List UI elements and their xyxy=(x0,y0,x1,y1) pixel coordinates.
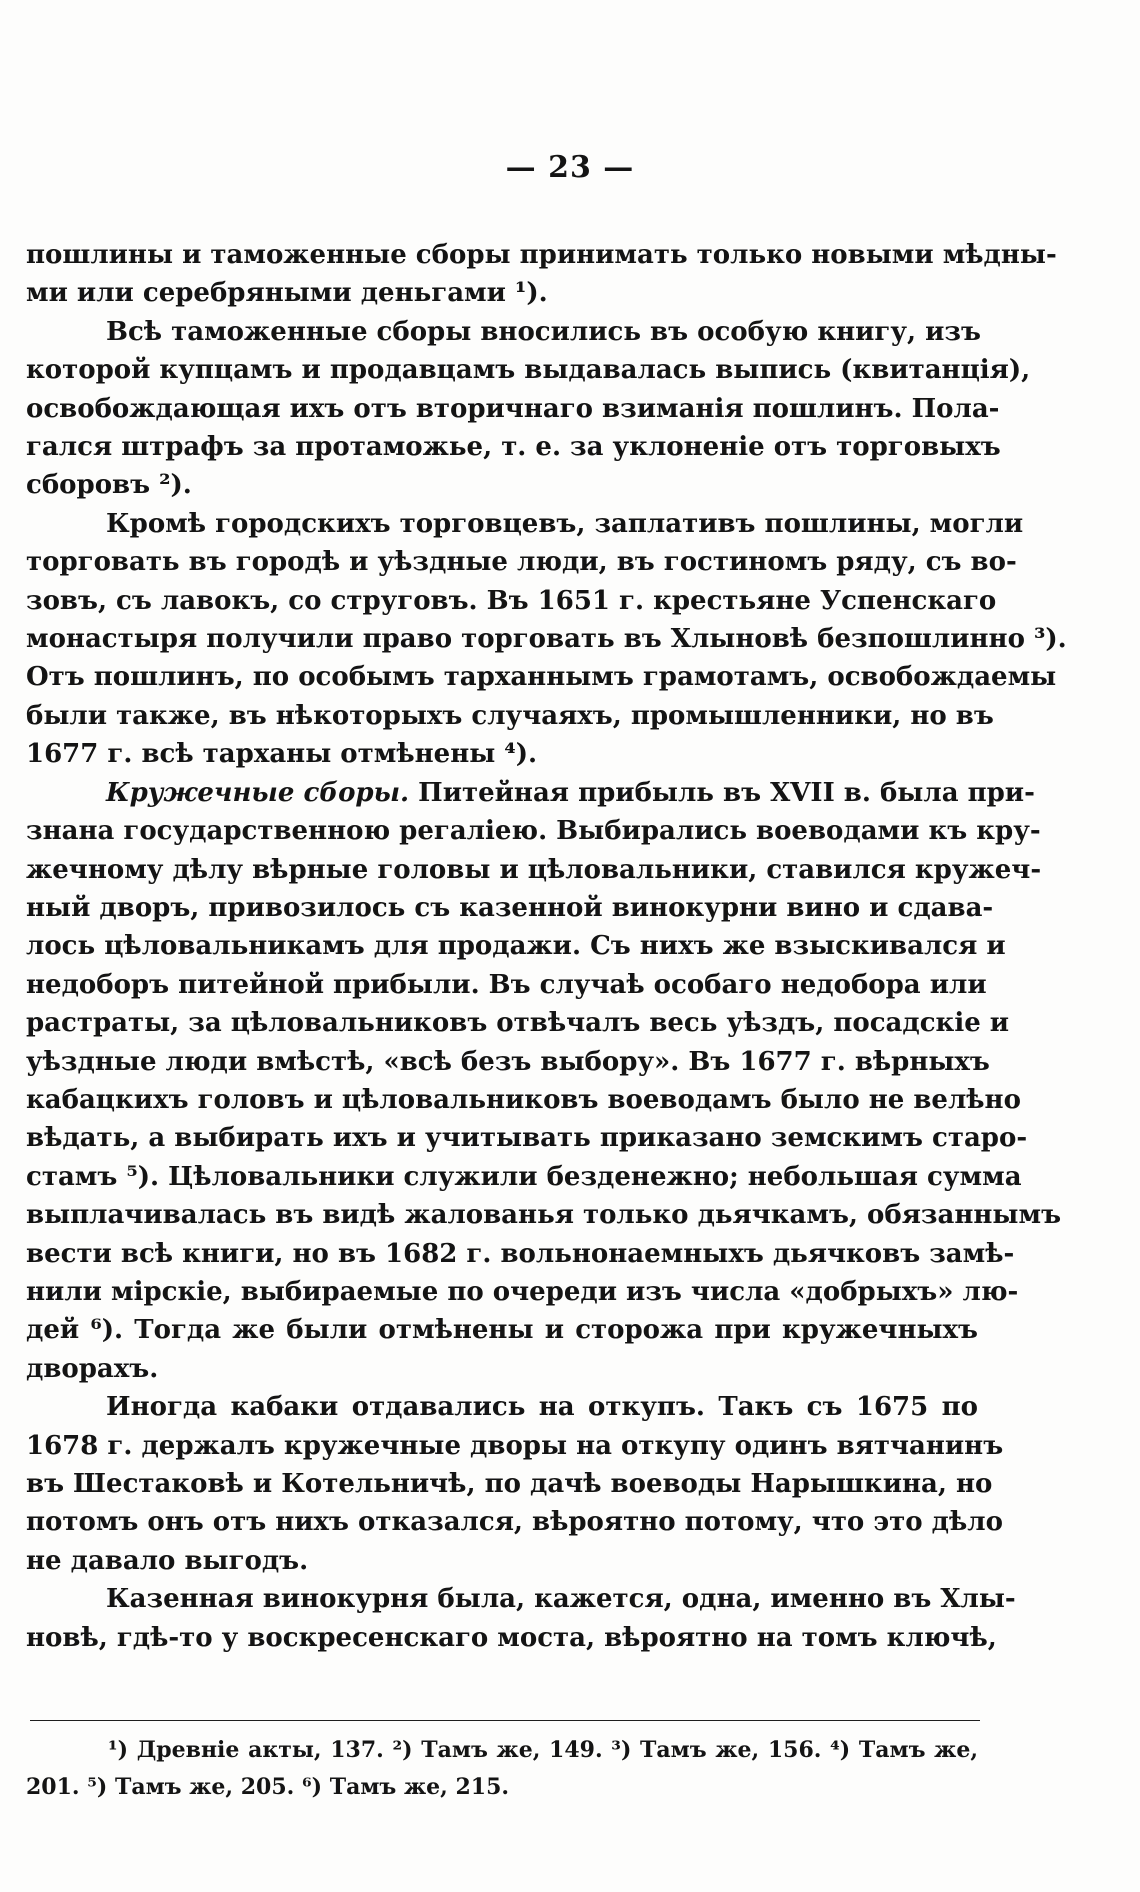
text-line: 1677 г. всѣ тарханы отмѣнены ⁴). xyxy=(26,739,538,770)
text-line: ми или серебряными деньгами ¹). xyxy=(26,278,548,309)
footnote-line: ¹) Древніе акты, 137. ²) Тамъ же, 149. ³) Тамъ же, 156. ⁴) Тамъ же, xyxy=(108,1737,978,1763)
text-line xyxy=(26,774,1035,812)
text-line: гался штрафъ за протаможье, т. е. за уклоненіе отъ торговыхъ xyxy=(26,432,1001,463)
text-line: Отъ пошлинъ, по особымъ тарханнымъ грамотамъ, освобождаемы xyxy=(26,662,1057,693)
text-line: вести всѣ книги, но въ 1682 г. вольнонаемныхъ дьячковъ замѣ- xyxy=(26,1238,1015,1269)
paragraph-customs-payment xyxy=(26,236,1057,313)
text-line: которой купцамъ и продавцамъ выдавалась выпись (квитанція), xyxy=(26,355,1031,386)
text-line: въ Шестаковѣ и Котельничѣ, по дачѣ воеводы Нарышкина, но xyxy=(26,1469,993,1499)
text-line: знана государственною регаліею. Выбирались воеводами къ кру- xyxy=(26,816,1041,847)
text-line: Иногда кабаки отдавались на откупъ. Такъ съ 1675 по xyxy=(106,1392,978,1423)
text-line: не давало выгодъ. xyxy=(26,1545,309,1576)
text-line: сборовъ ²). xyxy=(26,470,192,501)
footnote-divider xyxy=(30,1720,980,1721)
text-line: Всѣ таможенные сборы вносились въ особую книгу, изъ xyxy=(106,316,981,347)
footnote-line: 201. ⁵) Тамъ же, 205. ⁶) Тамъ же, 215. xyxy=(26,1774,510,1800)
text-line: 1678 г. держалъ кружечные дворы на откупу одинъ вятчанинъ xyxy=(26,1430,1004,1461)
text-line: вѣдать, а выбирать ихъ и учитывать приказано земскимъ старо- xyxy=(26,1123,1028,1154)
body-text xyxy=(26,236,1067,1657)
text-line: пошлины и таможенные сборы принимать только новыми мѣдны- xyxy=(26,240,1057,270)
text-line: ный дворъ, привозилось съ казенной винокурни вино и сдава- xyxy=(26,892,994,923)
text-line: недоборъ питейной прибыли. Въ случаѣ особаго недобора или xyxy=(26,969,987,1000)
page-number: — 23 — xyxy=(505,150,635,185)
text-line: растраты, за цѣловальниковъ отвѣчалъ весь уѣздъ, посадскіе и xyxy=(26,1008,1010,1039)
text-line: кабацкихъ головъ и цѣловальниковъ воеводамъ было не велѣно xyxy=(26,1084,1021,1115)
text-line: были также, въ нѣкоторыхъ случаяхъ, промышленники, но въ xyxy=(26,700,994,731)
text-line: жечному дѣлу вѣрные головы и цѣловальники, ставился кружеч- xyxy=(26,854,1042,885)
section-lead-italic: Кружечные сборы. xyxy=(106,777,410,808)
paragraph-customs-book xyxy=(26,313,1031,505)
paragraph-merchants xyxy=(26,505,1067,774)
text-line: потомъ онъ отъ нихъ отказался, вѣроятно потому, что это дѣло xyxy=(26,1507,1003,1538)
paragraph-taverns-leased xyxy=(26,1388,1004,1580)
text-line: лось цѣловальникамъ для продажи. Съ нихъ же взыскивался и xyxy=(26,931,1006,962)
text-line: зовъ, съ лавокъ, со струговъ. Въ 1651 г. крестьяне Успенскаго xyxy=(26,585,997,616)
footnotes xyxy=(26,1732,978,1806)
text-line: нили мірскіе, выбираемые по очереди изъ числа «добрыхъ» лю- xyxy=(26,1276,1019,1307)
text-line: освобождающая ихъ отъ вторичнаго взиманія пошлинъ. Пола- xyxy=(26,393,1000,424)
paragraph-tavern-fees xyxy=(26,774,1062,1389)
paragraph-distillery xyxy=(26,1580,1016,1657)
text-line: Казенная винокурня была, кажется, одна, именно въ Хлы- xyxy=(106,1584,1016,1615)
text-line: монастыря получили право торговать въ Хлыновѣ безпошлинно ³). xyxy=(26,624,1067,655)
text-line: дей ⁶). Тогда же были отмѣнены и сторожа при кружечныхъ xyxy=(26,1315,978,1346)
text-line: торговать въ городѣ и уѣздные люди, въ гостиномъ ряду, съ во- xyxy=(26,547,1017,578)
text-line: стамъ ⁵). Цѣловальники служили безденежно; небольшая сумма xyxy=(26,1161,1022,1192)
text-fragment: Питейная прибыль въ XVII в. была при- xyxy=(409,777,1035,808)
text-line: новѣ, гдѣ-то у воскресенскаго моста, вѣроятно на томъ ключѣ, xyxy=(26,1622,997,1653)
text-line: выплачивалась въ видѣ жалованья только дьячкамъ, обязаннымъ xyxy=(26,1200,1062,1231)
text-line: уѣздные люди вмѣстѣ, «всѣ безъ выбору». Въ 1677 г. вѣрныхъ xyxy=(26,1046,990,1077)
text-line: дворахъ. xyxy=(26,1353,159,1384)
text-line: Кромѣ городскихъ торговцевъ, заплативъ пошлины, могли xyxy=(106,508,1024,539)
